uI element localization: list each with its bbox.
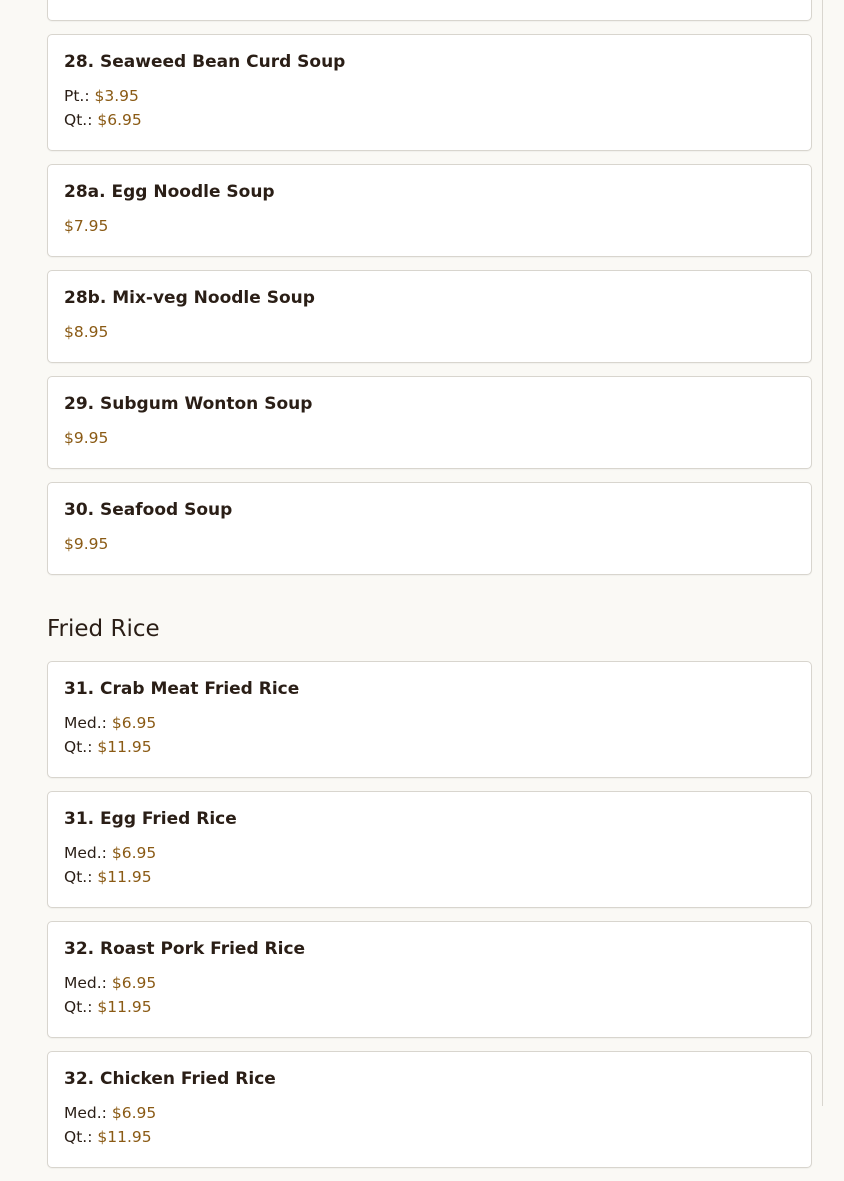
price-line	[64, 0, 795, 2]
price-line	[64, 995, 795, 1019]
price-label: Qt.:	[64, 111, 93, 129]
price-value: $9.95	[64, 429, 109, 447]
menu-item-name: 28b. Mix-veg Noodle Soup	[64, 288, 315, 308]
menu-item-card[interactable]	[47, 164, 812, 257]
menu-item-prices	[64, 84, 795, 132]
menu-item-name: 29. Subgum Wonton Soup	[64, 394, 313, 414]
menu-item-name: 28. Seaweed Bean Curd Soup	[64, 52, 346, 72]
price-value: $6.95	[97, 111, 142, 129]
price-line	[64, 1101, 795, 1125]
price-line	[64, 735, 795, 759]
price-line	[64, 865, 795, 889]
price-value: $7.95	[64, 217, 109, 235]
price-label: Qt.:	[64, 998, 93, 1016]
price-label: Qt.:	[64, 868, 93, 886]
menu-content	[47, 0, 812, 1181]
price-value: $6.95	[111, 714, 157, 732]
price-label: Med.:	[64, 714, 107, 732]
price-value: $3.95	[94, 87, 139, 105]
price-label: Med.:	[64, 974, 107, 992]
price-line	[64, 108, 795, 132]
price-value: $11.95	[97, 868, 152, 886]
menu-item-card[interactable]	[47, 661, 812, 778]
scroll-divider	[822, 0, 823, 1106]
menu-item-prices	[64, 320, 795, 344]
price-value: $6.95	[111, 844, 157, 862]
menu-item-card[interactable]	[47, 791, 812, 908]
menu-item-name: 28a. Egg Noodle Soup	[64, 182, 275, 202]
menu-item-prices	[64, 0, 795, 2]
menu-item-prices	[64, 214, 795, 238]
price-value: $11.95	[97, 1128, 152, 1146]
menu-item-card[interactable]	[47, 921, 812, 1038]
price-line	[64, 426, 795, 450]
menu-item-name: 32. Roast Pork Fried Rice	[64, 939, 306, 959]
menu-item-prices	[64, 841, 795, 889]
menu-item-name: 31. Egg Fried Rice	[64, 809, 237, 829]
menu-item-card[interactable]	[47, 34, 812, 151]
price-line	[64, 841, 795, 865]
price-value: $6.95	[111, 974, 157, 992]
menu-item-prices	[64, 1101, 795, 1149]
price-line	[64, 532, 795, 556]
price-line	[64, 1125, 795, 1149]
price-value: $11.95	[97, 738, 152, 756]
price-label: Med.:	[64, 1104, 107, 1122]
menu-item-prices	[64, 532, 795, 556]
price-label: Qt.:	[64, 738, 93, 756]
menu-item-card[interactable]	[47, 482, 812, 575]
menu-item-card[interactable]	[47, 270, 812, 363]
price-value: $6.95	[111, 1104, 157, 1122]
price-line	[64, 711, 795, 735]
menu-item-name: 30. Seafood Soup	[64, 500, 233, 520]
price-value: $8.95	[64, 323, 109, 341]
price-line	[64, 84, 795, 108]
price-value: $9.95	[64, 535, 109, 553]
menu-item-name: 31. Crab Meat Fried Rice	[64, 679, 300, 699]
menu-section-fried-rice	[47, 613, 812, 1168]
menu-item-prices	[64, 711, 795, 759]
price-label: Pt.:	[64, 87, 90, 105]
menu-item-card[interactable]	[47, 1051, 812, 1168]
menu-item-prices	[64, 971, 795, 1019]
price-line	[64, 214, 795, 238]
section-heading: Fried Rice	[47, 616, 160, 642]
price-label: Qt.:	[64, 1128, 93, 1146]
price-line	[64, 320, 795, 344]
menu-item-name: 32. Chicken Fried Rice	[64, 1069, 276, 1089]
menu-item-card[interactable]	[47, 376, 812, 469]
menu-item-prices	[64, 426, 795, 450]
menu-section-soups	[47, 0, 812, 575]
price-value: $11.95	[97, 998, 152, 1016]
price-label: Med.:	[64, 844, 107, 862]
price-line	[64, 971, 795, 995]
menu-item-card[interactable]	[47, 0, 812, 21]
